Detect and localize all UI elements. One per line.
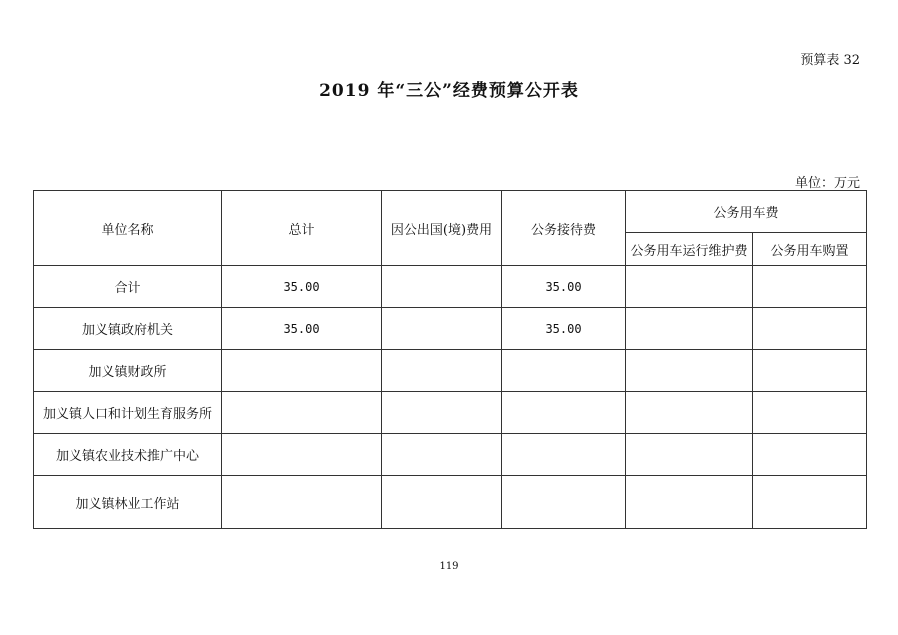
row-reception: 35.00 [502, 266, 626, 308]
table-row [34, 266, 867, 308]
table-row [34, 392, 867, 434]
row-abroad [382, 392, 502, 434]
row-name: 加义镇财政所 [34, 350, 222, 392]
row-name: 加义镇农业技术推广中心 [34, 434, 222, 476]
row-total [222, 392, 382, 434]
row-name: 合计 [34, 266, 222, 308]
row-total [222, 350, 382, 392]
header-vehicle-operation: 公务用车运行维护费 [626, 233, 753, 266]
row-abroad [382, 476, 502, 529]
table-row [34, 434, 867, 476]
page-title: 2019 年“三公”经费预算公开表 [319, 81, 579, 101]
row-abroad [382, 434, 502, 476]
row-reception: 35.00 [502, 308, 626, 350]
row-total: 35.00 [222, 308, 382, 350]
row-vehicle-operation [626, 350, 753, 392]
row-vehicle-operation [626, 308, 753, 350]
row-vehicle-purchase [753, 308, 867, 350]
header-vehicle-group: 公务用车费 [626, 191, 867, 233]
row-vehicle-purchase [753, 350, 867, 392]
header-unit-name: 单位名称 [34, 191, 222, 266]
row-name: 加义镇人口和计划生育服务所 [34, 392, 222, 434]
header-reception: 公务接待费 [502, 191, 626, 266]
header-abroad: 因公出国(境)费用 [382, 191, 502, 266]
row-abroad [382, 308, 502, 350]
row-vehicle-operation [626, 266, 753, 308]
table-row [34, 476, 867, 529]
table-row [34, 308, 867, 350]
row-total [222, 434, 382, 476]
row-reception [502, 392, 626, 434]
row-vehicle-purchase [753, 392, 867, 434]
row-vehicle-purchase [753, 476, 867, 529]
row-vehicle-purchase [753, 266, 867, 308]
page-number: 119 [439, 561, 459, 572]
row-total: 35.00 [222, 266, 382, 308]
table-number: 预算表 32 [800, 53, 860, 68]
row-reception [502, 350, 626, 392]
table-row [34, 350, 867, 392]
row-vehicle-operation [626, 476, 753, 529]
header-total: 总计 [222, 191, 382, 266]
row-reception [502, 476, 626, 529]
row-reception [502, 434, 626, 476]
row-abroad [382, 350, 502, 392]
row-vehicle-operation [626, 434, 753, 476]
row-name: 加义镇政府机关 [34, 308, 222, 350]
budget-table [33, 190, 867, 529]
header-vehicle-purchase: 公务用车购置 [753, 233, 867, 266]
row-name: 加义镇林业工作站 [34, 476, 222, 529]
row-vehicle-purchase [753, 434, 867, 476]
row-total [222, 476, 382, 529]
row-abroad [382, 266, 502, 308]
unit-label: 单位：万元 [794, 176, 860, 191]
row-vehicle-operation [626, 392, 753, 434]
